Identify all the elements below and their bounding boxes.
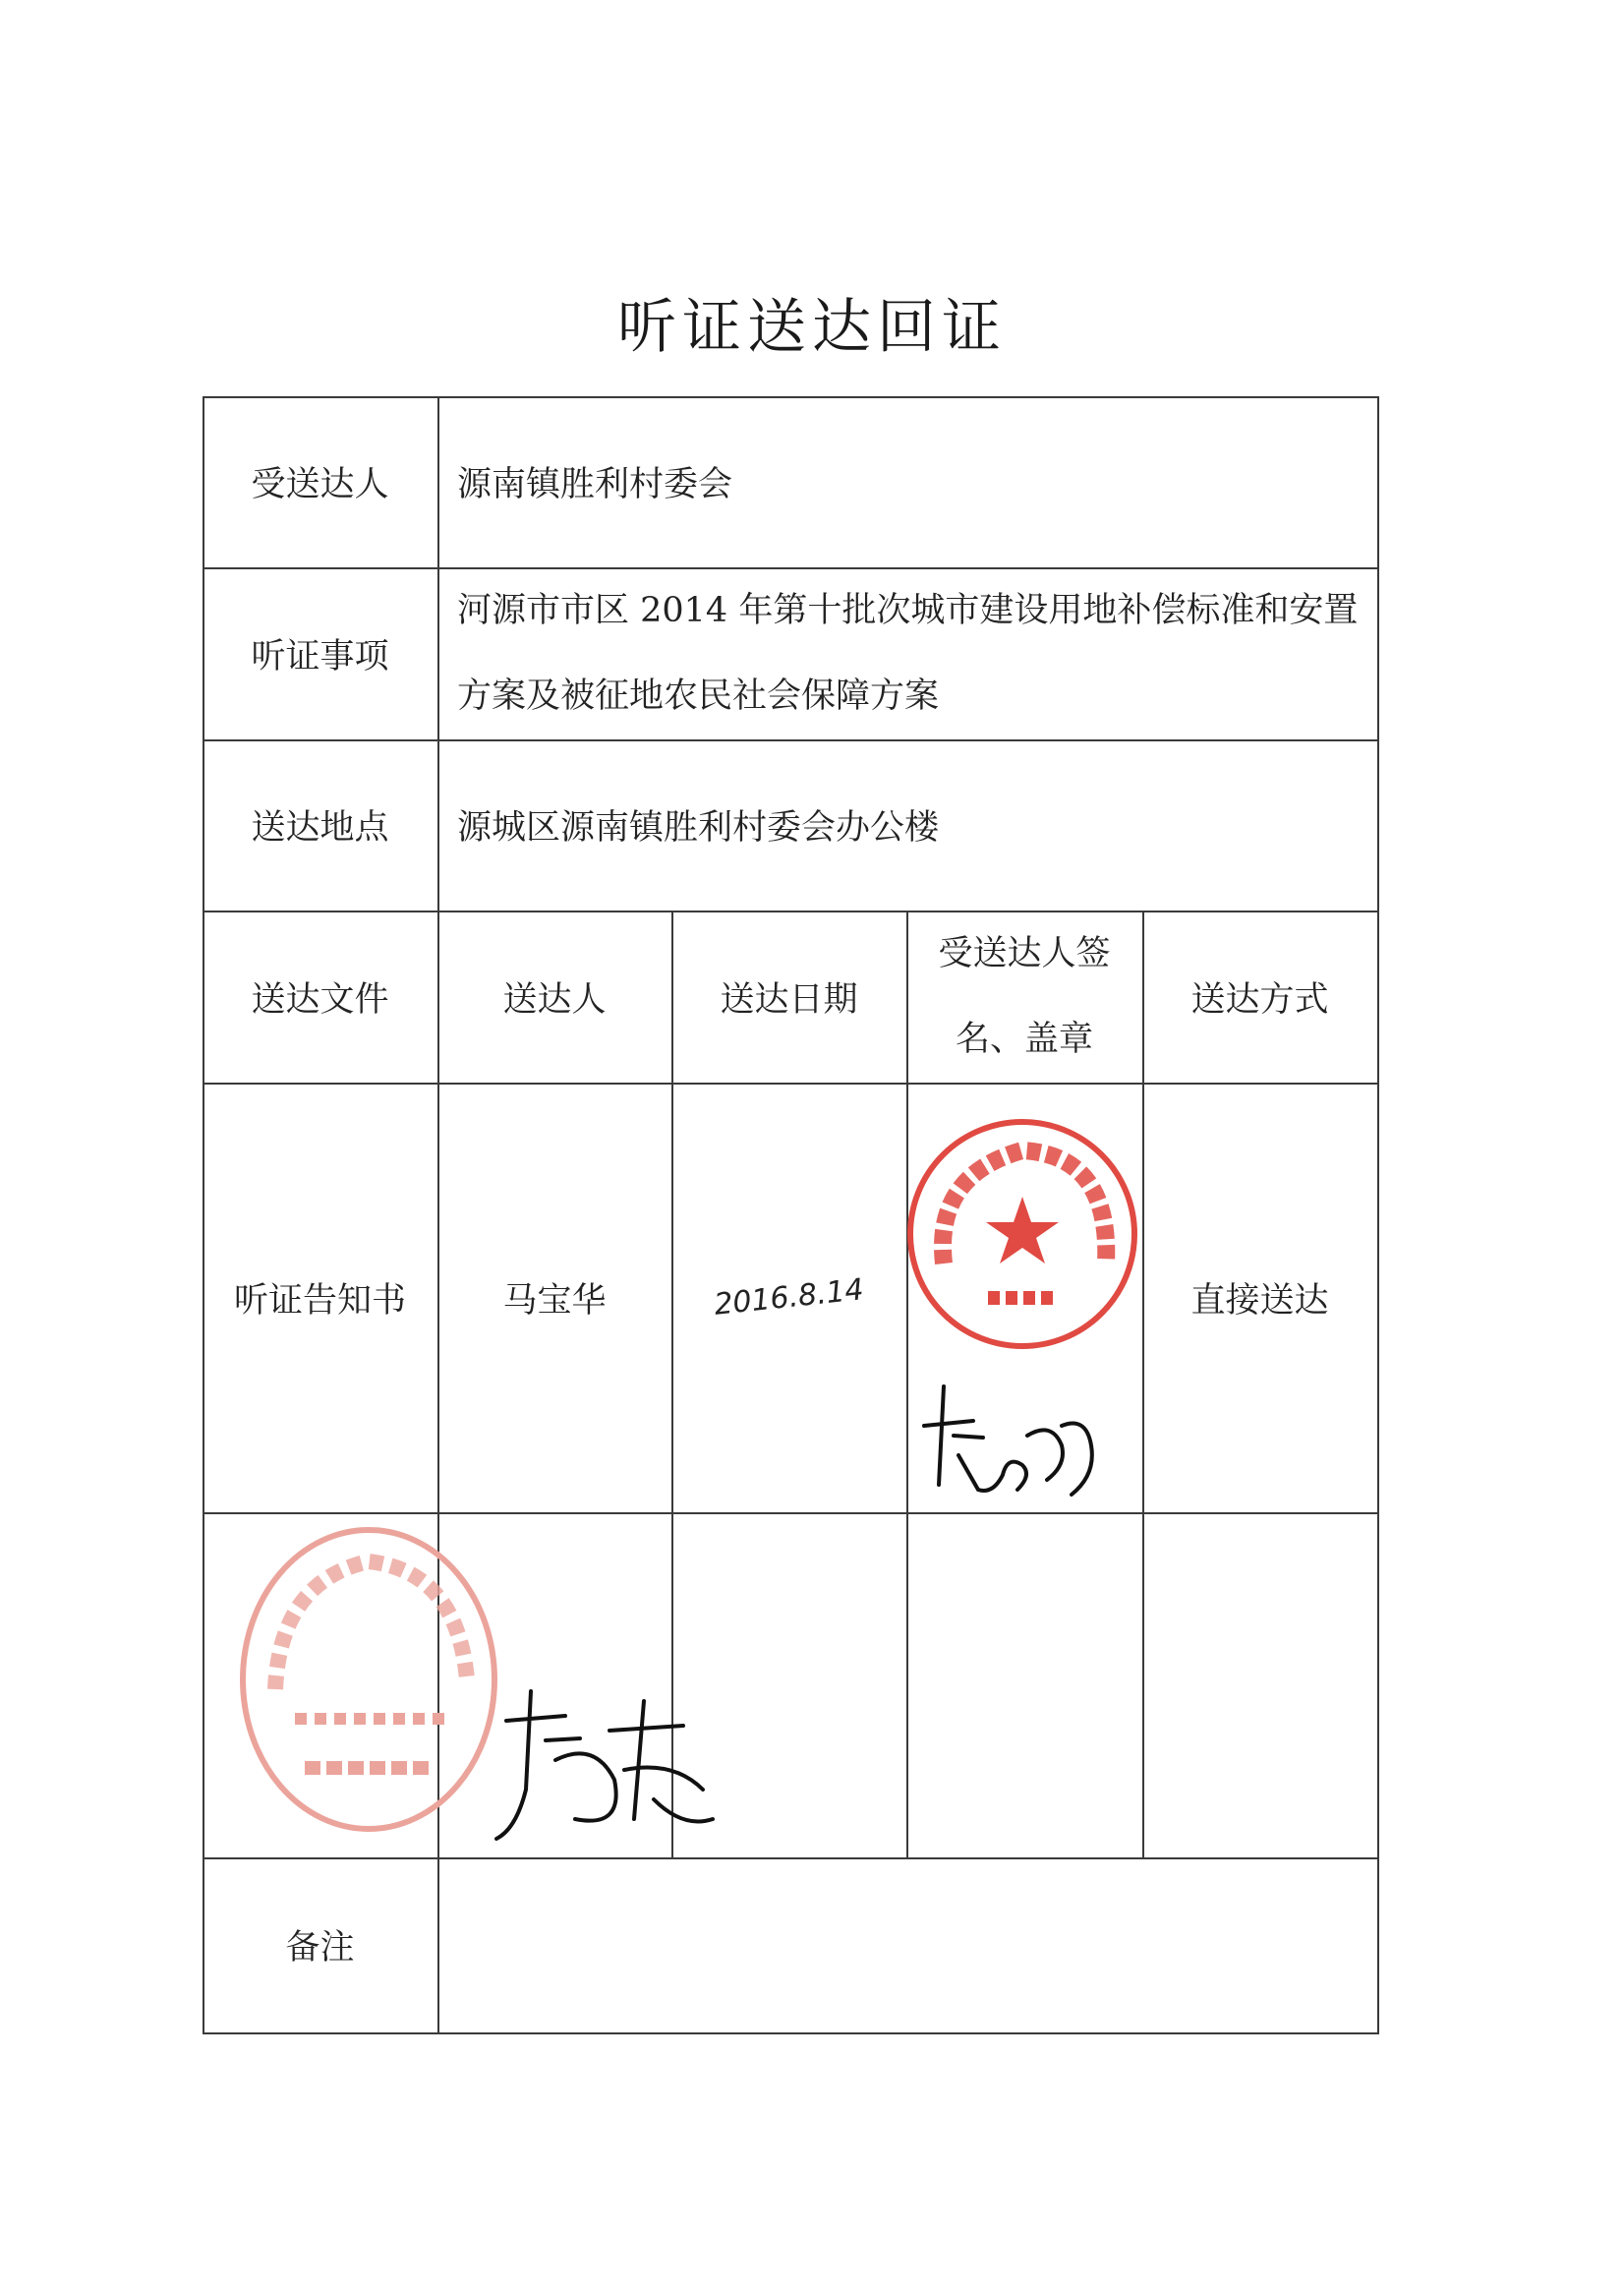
recipient-value: 源南镇胜利村委会 xyxy=(457,465,733,504)
table-border-right xyxy=(1377,396,1379,2034)
delivery-place-label: 送达地点 xyxy=(251,808,389,848)
hearing-matter-value: 河源市市区 2014 年第十批次城市建设用地补偿标准和安置方案及被征地农民社会保障方案 xyxy=(457,590,1359,716)
header-signature: 受送达人签名、盖章 xyxy=(938,933,1111,1059)
recipient-signature xyxy=(914,1367,1111,1514)
recipient-label: 受送达人 xyxy=(251,465,389,504)
header-date: 送达日期 xyxy=(720,979,858,1020)
table-border-bottom xyxy=(203,2032,1379,2034)
handwritten-date: 2016.8.14 xyxy=(712,1272,866,1323)
header-method: 送达方式 xyxy=(1190,979,1329,1020)
delivery-method-cell: 直接送达 xyxy=(1190,1280,1329,1321)
lower-left-seal xyxy=(236,1522,511,1837)
header-document: 送达文件 xyxy=(251,979,389,1020)
hearing-matter-label: 听证事项 xyxy=(251,636,389,676)
document-name-cell: 听证告知书 xyxy=(233,1280,406,1321)
header-server: 送达人 xyxy=(502,979,607,1020)
document-title: 听证送达回证 xyxy=(617,293,1007,362)
delivery-place-value: 源城区源南镇胜利村委会办公楼 xyxy=(457,808,940,848)
lower-left-signature xyxy=(487,1681,723,1858)
remarks-label: 备注 xyxy=(285,1928,355,1968)
server-name-cell: 马宝华 xyxy=(502,1280,607,1321)
recipient-seal xyxy=(904,1116,1140,1352)
